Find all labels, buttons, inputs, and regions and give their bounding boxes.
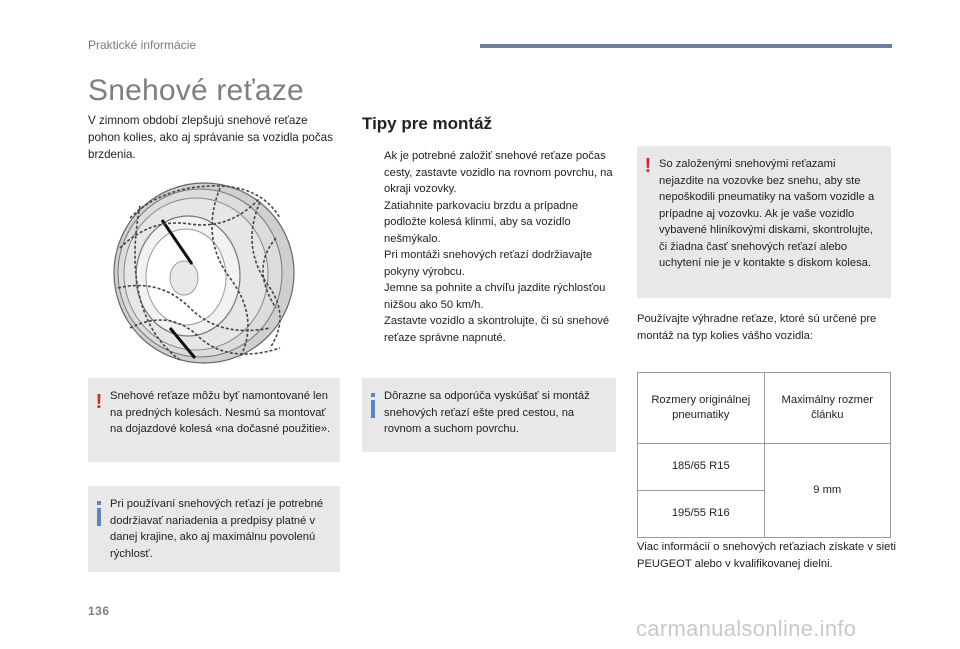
info-regulations <box>88 486 340 572</box>
list-item: Pri montáži snehových reťazí dodržiavajte pokyny výrobcu. <box>384 249 593 278</box>
list-item: Ak je potrebné založiť snehové reťaze počas cesty, zastavte vozidlo na rovnom povrchu, na okraji vozovky. <box>384 150 613 195</box>
table-header-row <box>638 373 891 444</box>
table-cell-max-link: 9 mm <box>764 444 891 538</box>
warning-front-wheels <box>88 378 340 462</box>
list-item: Jemne sa pohnite a chvíľu jazdite rýchlosťou nižšou ako 50 km/h. <box>384 282 606 311</box>
warning-caution-text: So založenými snehovými reťazami nejazdite na vozovke bez snehu, aby ste nepoškodili pneumatiky na vašom vozidle a prípadne aj vozovku. Ak je vaše vozidlo vybavené hliníkovými diskami, skontrolujte, či žiadna časť snehových reťazí alebo uchytení nie je v kontakte s diskom kolesa. <box>659 158 875 269</box>
section-label: Praktické informácie <box>88 38 197 52</box>
warning-caution <box>637 146 891 298</box>
info-trial <box>362 378 616 452</box>
table-header: Maximálny rozmer článku <box>764 373 891 444</box>
intro-text: V zimnom období zlepšujú snehové reťaze pohon kolies, ako aj správanie sa vozidla počas brzdenia. <box>88 114 333 161</box>
warning-icon: ! <box>644 155 652 177</box>
chain-size-table <box>637 372 891 538</box>
page-title: Snehové reťaze <box>88 74 304 107</box>
warning-icon: ! <box>95 391 103 413</box>
info-regulations-text: Pri používaní snehových reťazí je potrebné dodržiavať nariadenia a predpisy platné v danej krajine, ako aj maximálnu povolenú rýchlosť. <box>110 498 324 560</box>
table-header: Rozmery originálnej pneumatiky <box>638 373 765 444</box>
snow-chain-wheel-icon <box>100 178 300 368</box>
info-trial-text: Dôrazne sa odporúča vyskúšať si montáž snehových reťazí ešte pred cestou, na rovnom a suchom povrchu. <box>384 390 590 435</box>
table-cell: 185/65 R15 <box>638 444 765 491</box>
tips-title: Tipy pre montáž <box>362 114 493 133</box>
table-row <box>638 444 891 491</box>
warning-front-wheels-text: Snehové reťaze môžu byť namontované len na predných kolesách. Nesmú sa montovať na dojazdové kolesá «na dočasné použitie». <box>110 390 331 435</box>
watermark: carmanualsonline.info <box>636 616 857 641</box>
list-item: Zatiahnite parkovaciu brzdu a prípadne podložte kolesá klinmi, aby sa vozidlo nešmýkalo. <box>384 199 579 245</box>
table-cell: 195/55 R16 <box>638 491 765 538</box>
usage-text: Používajte výhradne reťaze, ktoré sú určené pre montáž na typ kolies vášho vozidla: <box>637 313 877 342</box>
info-icon <box>371 400 375 418</box>
more-info-text: Viac informácií o snehových reťaziach získate v sieti PEUGEOT alebo v kvalifikovanej dielni. <box>637 541 896 570</box>
page-number: 136 <box>88 604 110 618</box>
list-item: Zastavte vozidlo a skontrolujte, či sú snehové reťaze správne napnuté. <box>384 315 610 344</box>
tips-list <box>362 148 618 346</box>
header-rule <box>480 44 892 48</box>
info-icon <box>97 508 101 526</box>
